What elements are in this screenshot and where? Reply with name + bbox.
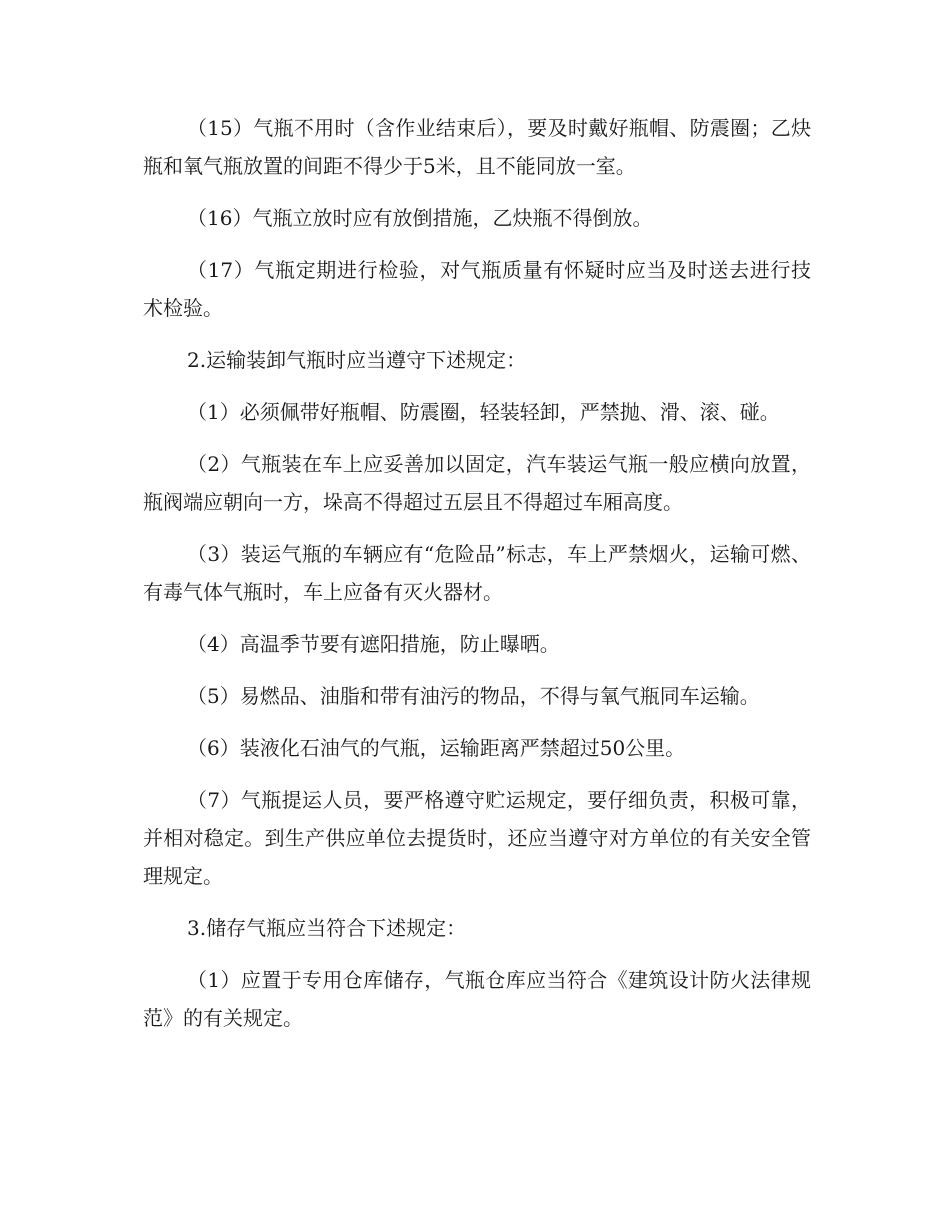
transport-item-2: （2）气瓶装在车上应妥善加以固定，汽车装运气瓶一般应横向放置，瓶阀端应朝向一方，垛高不得超过五层且不得超过车厢高度。	[143, 452, 811, 514]
section-heading-storage: 3.储存气瓶应当符合下述规定：	[187, 916, 467, 940]
transport-item-5: （5）易燃品、油脂和带有油污的物品，不得与氧气瓶同车运输。	[187, 684, 760, 708]
transport-item-3: （3）装运气瓶的车辆应有“危险品”标志，车上严禁烟火，运输可燃、有毒气体气瓶时，车上应备有灭火器材。	[143, 542, 811, 604]
storage-item-1: （1）应置于专用仓库储存，气瓶仓库应当符合《建筑设计防火法律规范》的有关规定。	[143, 968, 811, 1030]
transport-item-6: （6）装液化石油气的气瓶，运输距离严禁超过50公里。	[187, 736, 686, 760]
paragraph-17: （17）气瓶定期进行检验，对气瓶质量有怀疑时应当及时送去进行技术检验。	[143, 258, 811, 320]
transport-item-7: （7）气瓶提运人员，要严格遵守贮运规定，要仔细负责，积极可靠，并相对稳定。到生产供应单位去提货时，还应当遵守对方单位的有关安全管理规定。	[143, 788, 811, 888]
transport-item-4: （4）高温季节要有遮阳措施，防止曝晒。	[187, 632, 560, 656]
paragraph-15: （15）气瓶不用时（含作业结束后），要及时戴好瓶帽、防震圈；乙炔瓶和氧气瓶放置的间距不得少于5米，且不能同放一室。	[143, 116, 811, 178]
paragraph-16: （16）气瓶立放时应有放倒措施，乙炔瓶不得倒放。	[187, 206, 653, 230]
document-body	[143, 109, 811, 1051]
transport-item-1: （1）必须佩带好瓶帽、防震圈，轻装轻卸，严禁抛、滑、滚、碰。	[187, 400, 780, 424]
section-heading-transport: 2.运输装卸气瓶时应当遵守下述规定：	[187, 348, 527, 372]
